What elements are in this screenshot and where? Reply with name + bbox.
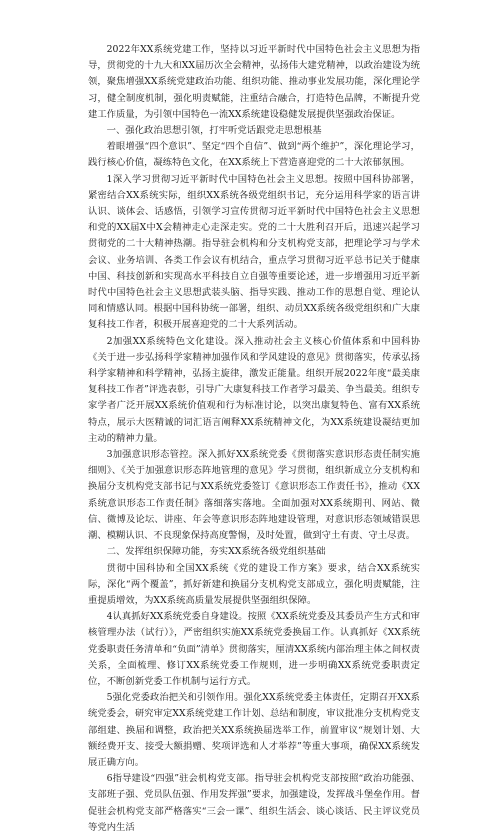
section-heading-2: 二、发挥组织保障功能，夯实XX系统各级党组织基础 [106, 546, 326, 558]
document-body [88, 42, 420, 836]
section-1-intro: 着眼增强“四个意识”、坚定“四个自信”、做到“两个维护”，深化理论学习，践行核心价值，凝练特色文化，在XX系统上下营造喜迎党的二十大浓郁氛围。 [88, 141, 420, 169]
item-3-paragraph: 3加强意识形态管控。深入抓好XX系统党委《贯彻落实意识形态责任制实施细则》、《关于加强意识形态阵地管理的意见》学习贯彻，组织新成立分支机构和换届分支机构党支部书记与XX系统党委签订《意识形态工作责任书》，推动《XX系统意识形态工作责任制》落细落实落地。全面加强对XX系统期刊、网站、微信、微博及论坛、讲座、年会等意识形态阵地建设管理，对意识形态领域错误思潮、模糊认识、不良现象保持高度警惕，及时处置，做到守土有责、守土尽责。 [88, 449, 420, 542]
item-2-paragraph: 2加强XX系统特色文化建设。深入推动社会主义核心价值体系和中国科协《关于进一步弘扬科学家精神加强作风和学风建设的意见》贯彻落实，传承弘扬科学家精神和科学精神，弘扬主旋律，激发正能量。组织开展2022年度“最美康复科技工作者”评选表彰，引导广大康复科技工作者学习最美、争当最美。组织专家学者广泛开展XX系统价值观和行为标准讨论，以突出康复特色、富有XX系统特点，展示大医精诚的词汇语言阐释XX系统精神文化，为XX系统建设凝结更加主动的精神力量。 [88, 335, 420, 444]
item-6-paragraph: 6指导建设“四强”驻会机构党支部。指导驻会机构党支部按照“政治功能强、支部班子强、党员队伍强、作用发挥强”要求，加强建设，发挥战斗堡垒作用。督促驻会机构党支部严格落实“三会一课”、组织生活会、谈心谈话、民主评议党员等党内生活 [88, 773, 420, 833]
item-4-paragraph: 4认真抓好XX系统党委自身建设。按照《XX系统党委及其委员产生方式和审核管理办法（试行）》，严密组织实施XX系统党委换届工作。认真抓好《XX系统党委职责任务清单和“负面”清单》贯彻落实，厘清XX系统内部治理主体之间权责关系，全面梳理、修订XX系统党委工作规则，进一步明确XX系统党委职责定位，不断创新党委工作机制与运行方式。 [88, 611, 420, 687]
section-2-intro: 贯彻中国科协和全国XX系统《党的建设工作方案》要求，结合XX系统实际，深化“两个覆盖”，抓好新建和换届分支机构党支部成立，强化明责赋能，注重提质增效，为XX系统高质量发展提供坚强组织保障。 [88, 562, 420, 606]
section-heading-1: 一、强化政治思想引领，打牢听党话跟党走思想根基 [106, 125, 322, 137]
item-1-paragraph: 1深入学习贯彻习近平新时代中国特色社会主义思想。按照中国科协部署，紧密结合XX系统实际，组织XX系统各级党组织书记，充分运用科学家的语言讲认识、谈体会、话感悟，引领学习宣传贯彻习近平新时代中国特色社会主义思想和党的XX届X中X会精神走心走深走实。党的二十大胜利召开后，迅速兴起学习贯彻党的二十大精神热潮。指导驻会机构和分支机构党支部，把理论学习与学术会议、业务培训、各类工作会议有机结合，重点学习贯彻习近平总书记关于健康中国、科技创新和实现高水平科技自立自强等重要论述，进一步增强用习近平新时代中国特色社会主义思想武装头脑、指导实践、推动工作的思想自觉、理论认同和情感认同。根据中国科协统一部署，组织、动员XX系统各级党组织和广大康复科技工作者，积极开展喜迎党的二十大系列活动。 [88, 173, 420, 331]
item-5-paragraph: 5强化党委政治把关和引领作用。强化XX系统党委主体责任，定期召开XX系统党委会，研究审定XX系统党建工作计划、总结和制度，审议批准分支机构党支部组建、换届和调整，政治把关XX系统换届选举工作，前置审议“规划计划、大额经费开支、接受大额捐赠、奖项评选和人才举荐”等重大事项，确保XX系统发展正确方向。 [88, 692, 420, 768]
intro-paragraph: 2022年XX系统党建工作，坚持以习近平新时代中国特色社会主义思想为指导，贯彻党的十九大和XX届历次全会精神，弘扬伟大建党精神，以政治建设为统领，聚焦增强XX系统党建政治功能、组织功能、推动事业发展功能，深化理论学习，健全制度机制，强化明责赋能，注重结合融合，打造特色品牌，不断提升党建工作质量，为引领中国特色一流XX系统建设稳健发展提供坚强政治保证。 [88, 44, 420, 120]
